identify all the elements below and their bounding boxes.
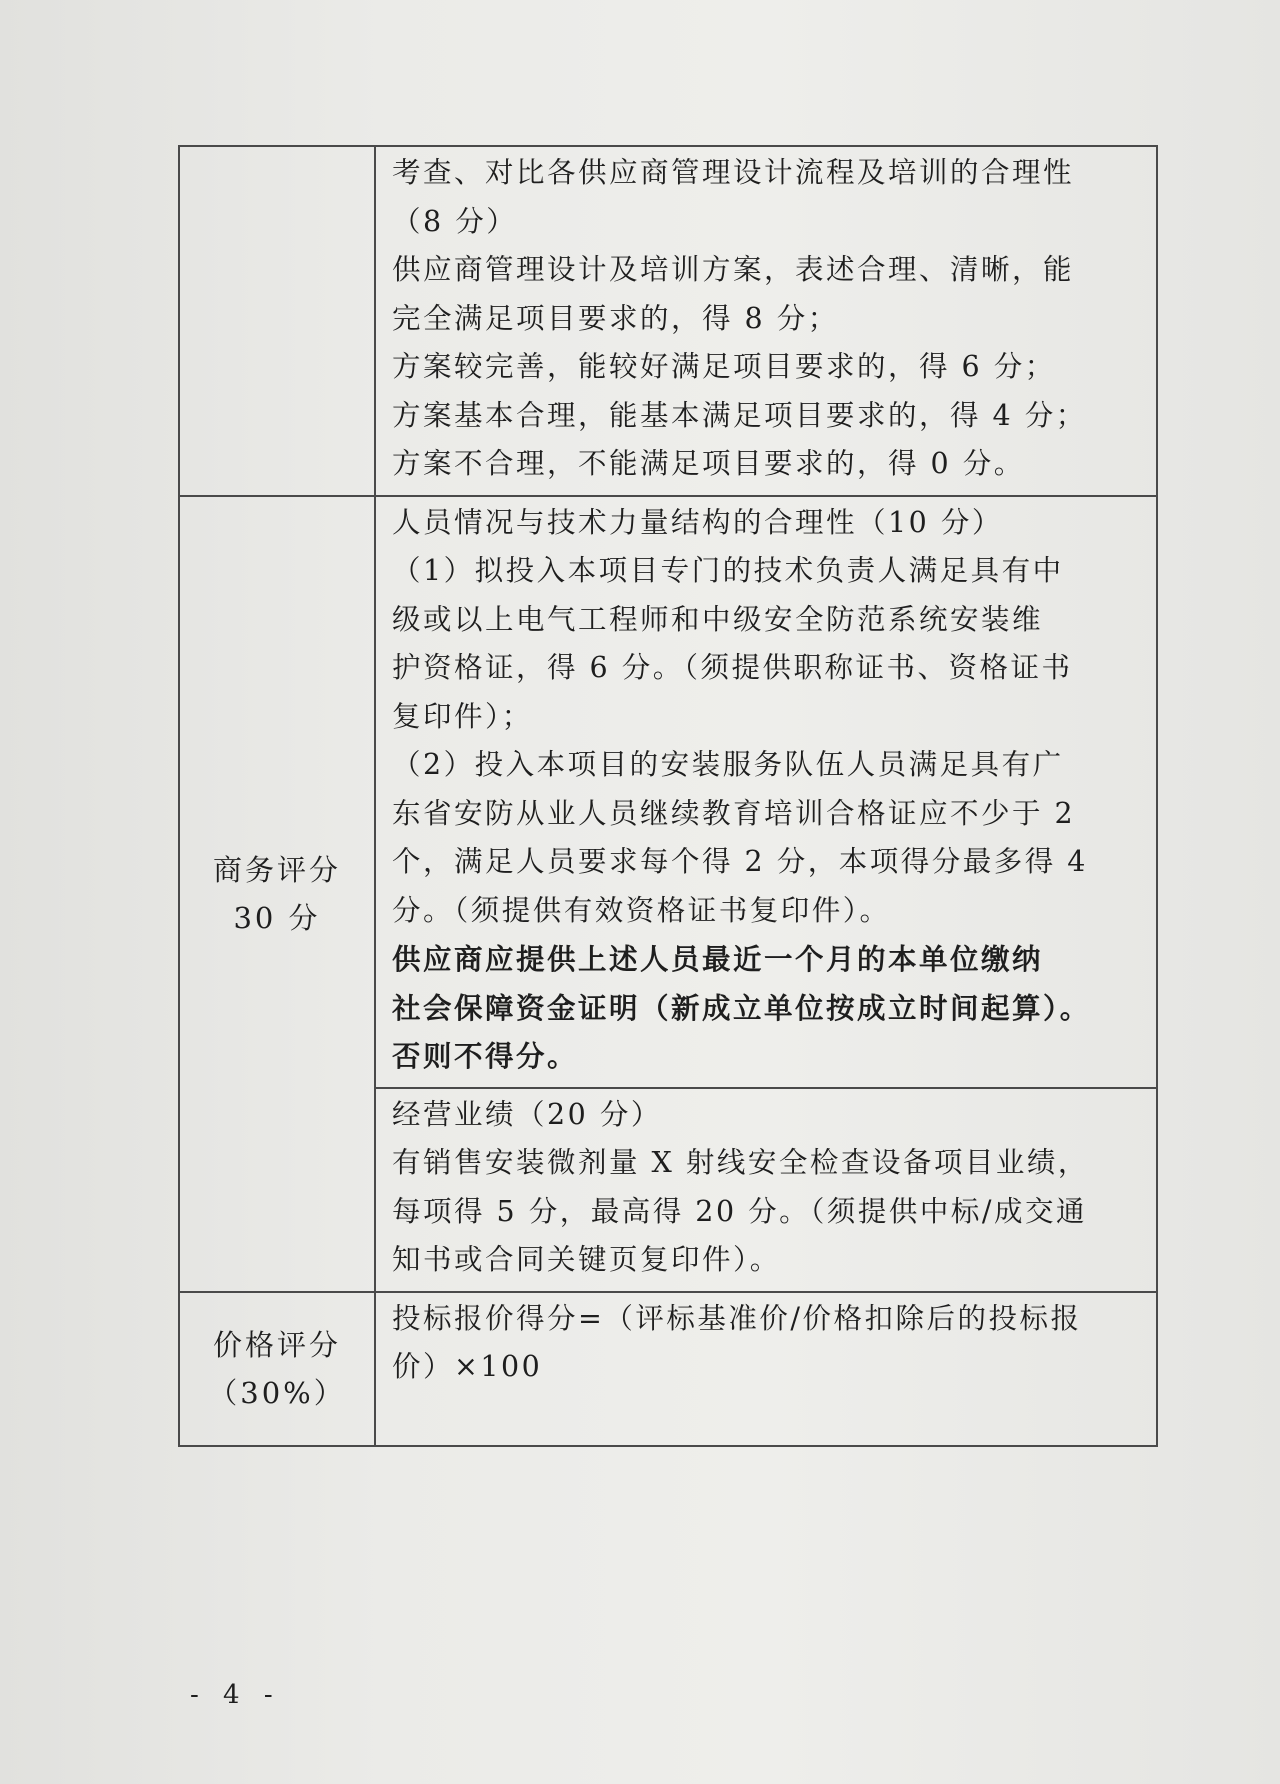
scoring-table — [178, 145, 1158, 1447]
text-line: 复印件）； — [392, 699, 533, 733]
category-cell-business-score — [179, 496, 375, 1292]
criteria-cell-management-design — [375, 146, 1157, 496]
page-number: - 4 - — [190, 1680, 281, 1710]
text-line: 完全满足项目要求的，得 8 分； — [392, 301, 839, 335]
category-label: 价格评分 — [212, 1327, 341, 1362]
category-cell-price-score — [179, 1292, 375, 1446]
text-line: 护资格证，得 6 分。（须提供职称证书、资格证书 — [392, 651, 1073, 684]
criteria-cell-personnel — [375, 496, 1157, 1088]
bold-text-line: 供应商应提供上述人员最近一个月的本单位缴纳 — [392, 942, 1044, 976]
text-line: 方案不合理，不能满足项目要求的，得 0 分。 — [392, 447, 1025, 480]
text-line: 每项得 5 分，最高得 20 分。（须提供中标/成交通 — [392, 1194, 1087, 1228]
text-line: 个，满足人员要求每个得 2 分，本项得分最多得 4 — [392, 845, 1088, 878]
text-line: （2）投入本项目的安装服务队伍人员满足具有广 — [392, 748, 1064, 781]
text-line: 价）×100 — [392, 1350, 543, 1383]
text-line: 方案较完善，能较好满足项目要求的，得 6 分； — [392, 350, 1056, 383]
criteria-cell-performance — [375, 1088, 1157, 1292]
category-points: 30 分 — [233, 900, 321, 935]
table-row — [179, 146, 1157, 496]
text-line: 考查、对比各供应商管理设计流程及培训的合理性 — [392, 156, 1075, 189]
text-line: 知书或合同关键页复印件）。 — [392, 1243, 781, 1276]
bold-text-line: 否则不得分。 — [392, 1039, 579, 1073]
text-line: 投标报价得分=（评标基准价/价格扣除后的投标报 — [392, 1301, 1082, 1335]
text-line: （1）拟投入本项目专门的技术负责人满足具有中 — [392, 554, 1064, 587]
text-line: 级或以上电气工程师和中级安全防范系统安装维 — [392, 602, 1044, 636]
bold-text-line: 社会保障资金证明（新成立单位按成立时间起算）。 — [392, 990, 1091, 1025]
category-points: （30%） — [208, 1375, 346, 1410]
text-line: 经营业绩（20 分） — [392, 1097, 662, 1131]
category-label: 商务评分 — [212, 852, 341, 887]
text-line: 东省安防从业人员继续教育培训合格证应不少于 2 — [392, 796, 1076, 830]
category-cell-empty — [179, 146, 375, 496]
text-line: 方案基本合理，能基本满足项目要求的，得 4 分； — [392, 398, 1087, 432]
criteria-cell-price-formula — [375, 1292, 1157, 1446]
table-row — [179, 496, 1157, 1088]
text-line: （8 分） — [392, 204, 518, 238]
text-line: 供应商管理设计及培训方案，表述合理、清晰，能 — [392, 253, 1075, 286]
text-line: 分。（须提供有效资格证书复印件）。 — [392, 893, 891, 927]
text-line: 人员情况与技术力量结构的合理性（10 分） — [392, 505, 1003, 539]
text-line: 有销售安装微剂量 X 射线安全检查设备项目业绩， — [392, 1146, 1089, 1179]
table-row — [179, 1292, 1157, 1446]
